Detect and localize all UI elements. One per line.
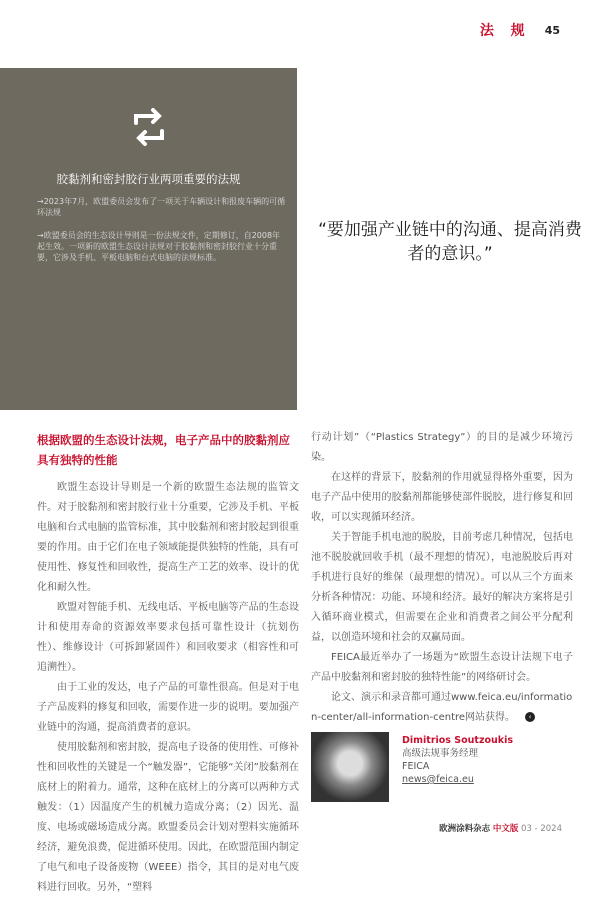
edition: 中文版 [492, 824, 519, 834]
issue: 03 - 2024 [521, 824, 562, 834]
author-name: Dimitrios Soutzoukis [402, 735, 513, 746]
footer [439, 822, 562, 834]
page-number: 45 [544, 23, 560, 37]
right-column [311, 428, 573, 728]
paragraph: 在这样的背景下，胶黏剂的作用就显得格外重要，因为电子产品中使用的胶黏剂都能够使部件脱胶，进行修复和回收，可以实现循环经济。 [311, 472, 573, 523]
sidebox-title: 胶黏剂和密封胶行业两项重要的法规 [56, 172, 241, 186]
magazine-name: 欧洲涂料杂志 [439, 824, 491, 834]
paragraph: 欧盟生态设计导则是一个新的欧盟生态法规的监管文件。对于胶黏剂和密封胶行业十分重要，它涉及手机、平板电脑和台式电脑的监管标准，其中胶黏剂和密封胶起到很重要的作用。由于它们在电子领域能提供独特的性能，具有可使用性、修复性和回收性，提高生产工艺的效率、设计的优化和耐久性。 [37, 482, 299, 593]
sidebox [0, 68, 297, 410]
paragraph: 关于智能手机电池的脱胶，目前考虑几种情况，包括电池不脱胶就回收手机（最不理想的情况），电池脱胶后再对手机进行良好的维保（最理想的情况）。可以从三个方面来分析各种情况：功能、环境和经济。最好的解决方案将是引入循环商业模式，但需要在企业和消费者之间公平分配利益，以创造环境和社会的双赢局面。 [311, 532, 573, 643]
article-heading: 根据欧盟的生态设计法规，电子产品中的胶黏剂应具有独特的性能 [37, 433, 290, 467]
left-column [37, 430, 299, 898]
sidebox-item: →2023年7月，欧盟委员会发布了一项关于车辆设计和报废车辆的可循环法规 [37, 197, 286, 217]
link-text: 论文、演示和录音都可通过www.feica.eu/information-center/all-information-centre网站获得。 [311, 692, 573, 723]
author-org: FEICA [402, 761, 430, 772]
author-photo [311, 732, 389, 802]
paragraph: FEICA最近举办了一场题为“欧盟生态设计法规下电子产品中胶黏剂和密封胶的独特性能”的网络研讨会。 [311, 652, 573, 683]
paragraph: 使用胶黏剂和密封胶，提高电子设备的使用性、可修补性和回收性的关键是一个“触发器”，它能够“关闭”胶黏剂在底材上的附着力。通常，这种在底材上的分离可以两种方式触发：（1）因温度产生的机械力造成分离；（2）因光、温度、电场或磁场造成分离。欧盟委员会计划对塑料实施循环经济，避免浪费，促进循环使用。因此，在欧盟范围内制定了电气和电子设备废物（WEEE）指令，其目的是对电气废料进行回收。另外，“塑料 [37, 742, 299, 893]
author-email[interactable]: news@feica.eu [402, 774, 474, 785]
end-mark-icon: ‹ [525, 712, 535, 722]
paragraph: 欧盟对智能手机、无线电话、平板电脑等产品的生态设计和使用寿命的资源效率要求包括可靠性设计（抗划伤性）、维修设计（可拆卸紧固件）和回收要求（相容性和可追溯性）。 [37, 602, 299, 673]
paragraph [311, 688, 573, 728]
author-title: 高级法规事务经理 [402, 748, 479, 759]
pull-quote: “要加强产业链中的沟通、提高消费者的意识。” [318, 220, 582, 264]
paragraph: 行动计划”（“Plastics Strategy”）的目的是减少环境污染。 [311, 432, 573, 463]
sidebox-item: →欧盟委员会的生态设计导则是一份法规文件，定期修订，自2008年起生效。一项新的欧盟生态设计法规对于胶黏剂和密封胶行业十分重要，它涉及手机、平板电脑和台式电脑的法规标准。 [37, 231, 281, 262]
section-title: 法 规 [479, 23, 531, 39]
paragraph: 由于工业的发达，电子产品的可靠性很高。但是对于电子产品废料的修复和回收，需要作进一步的说明。要加强产业链中的沟通，提高消费者的意识。 [37, 682, 299, 733]
page-header [480, 20, 560, 40]
recycle-arrows-icon [128, 106, 170, 148]
author-info [402, 734, 513, 786]
